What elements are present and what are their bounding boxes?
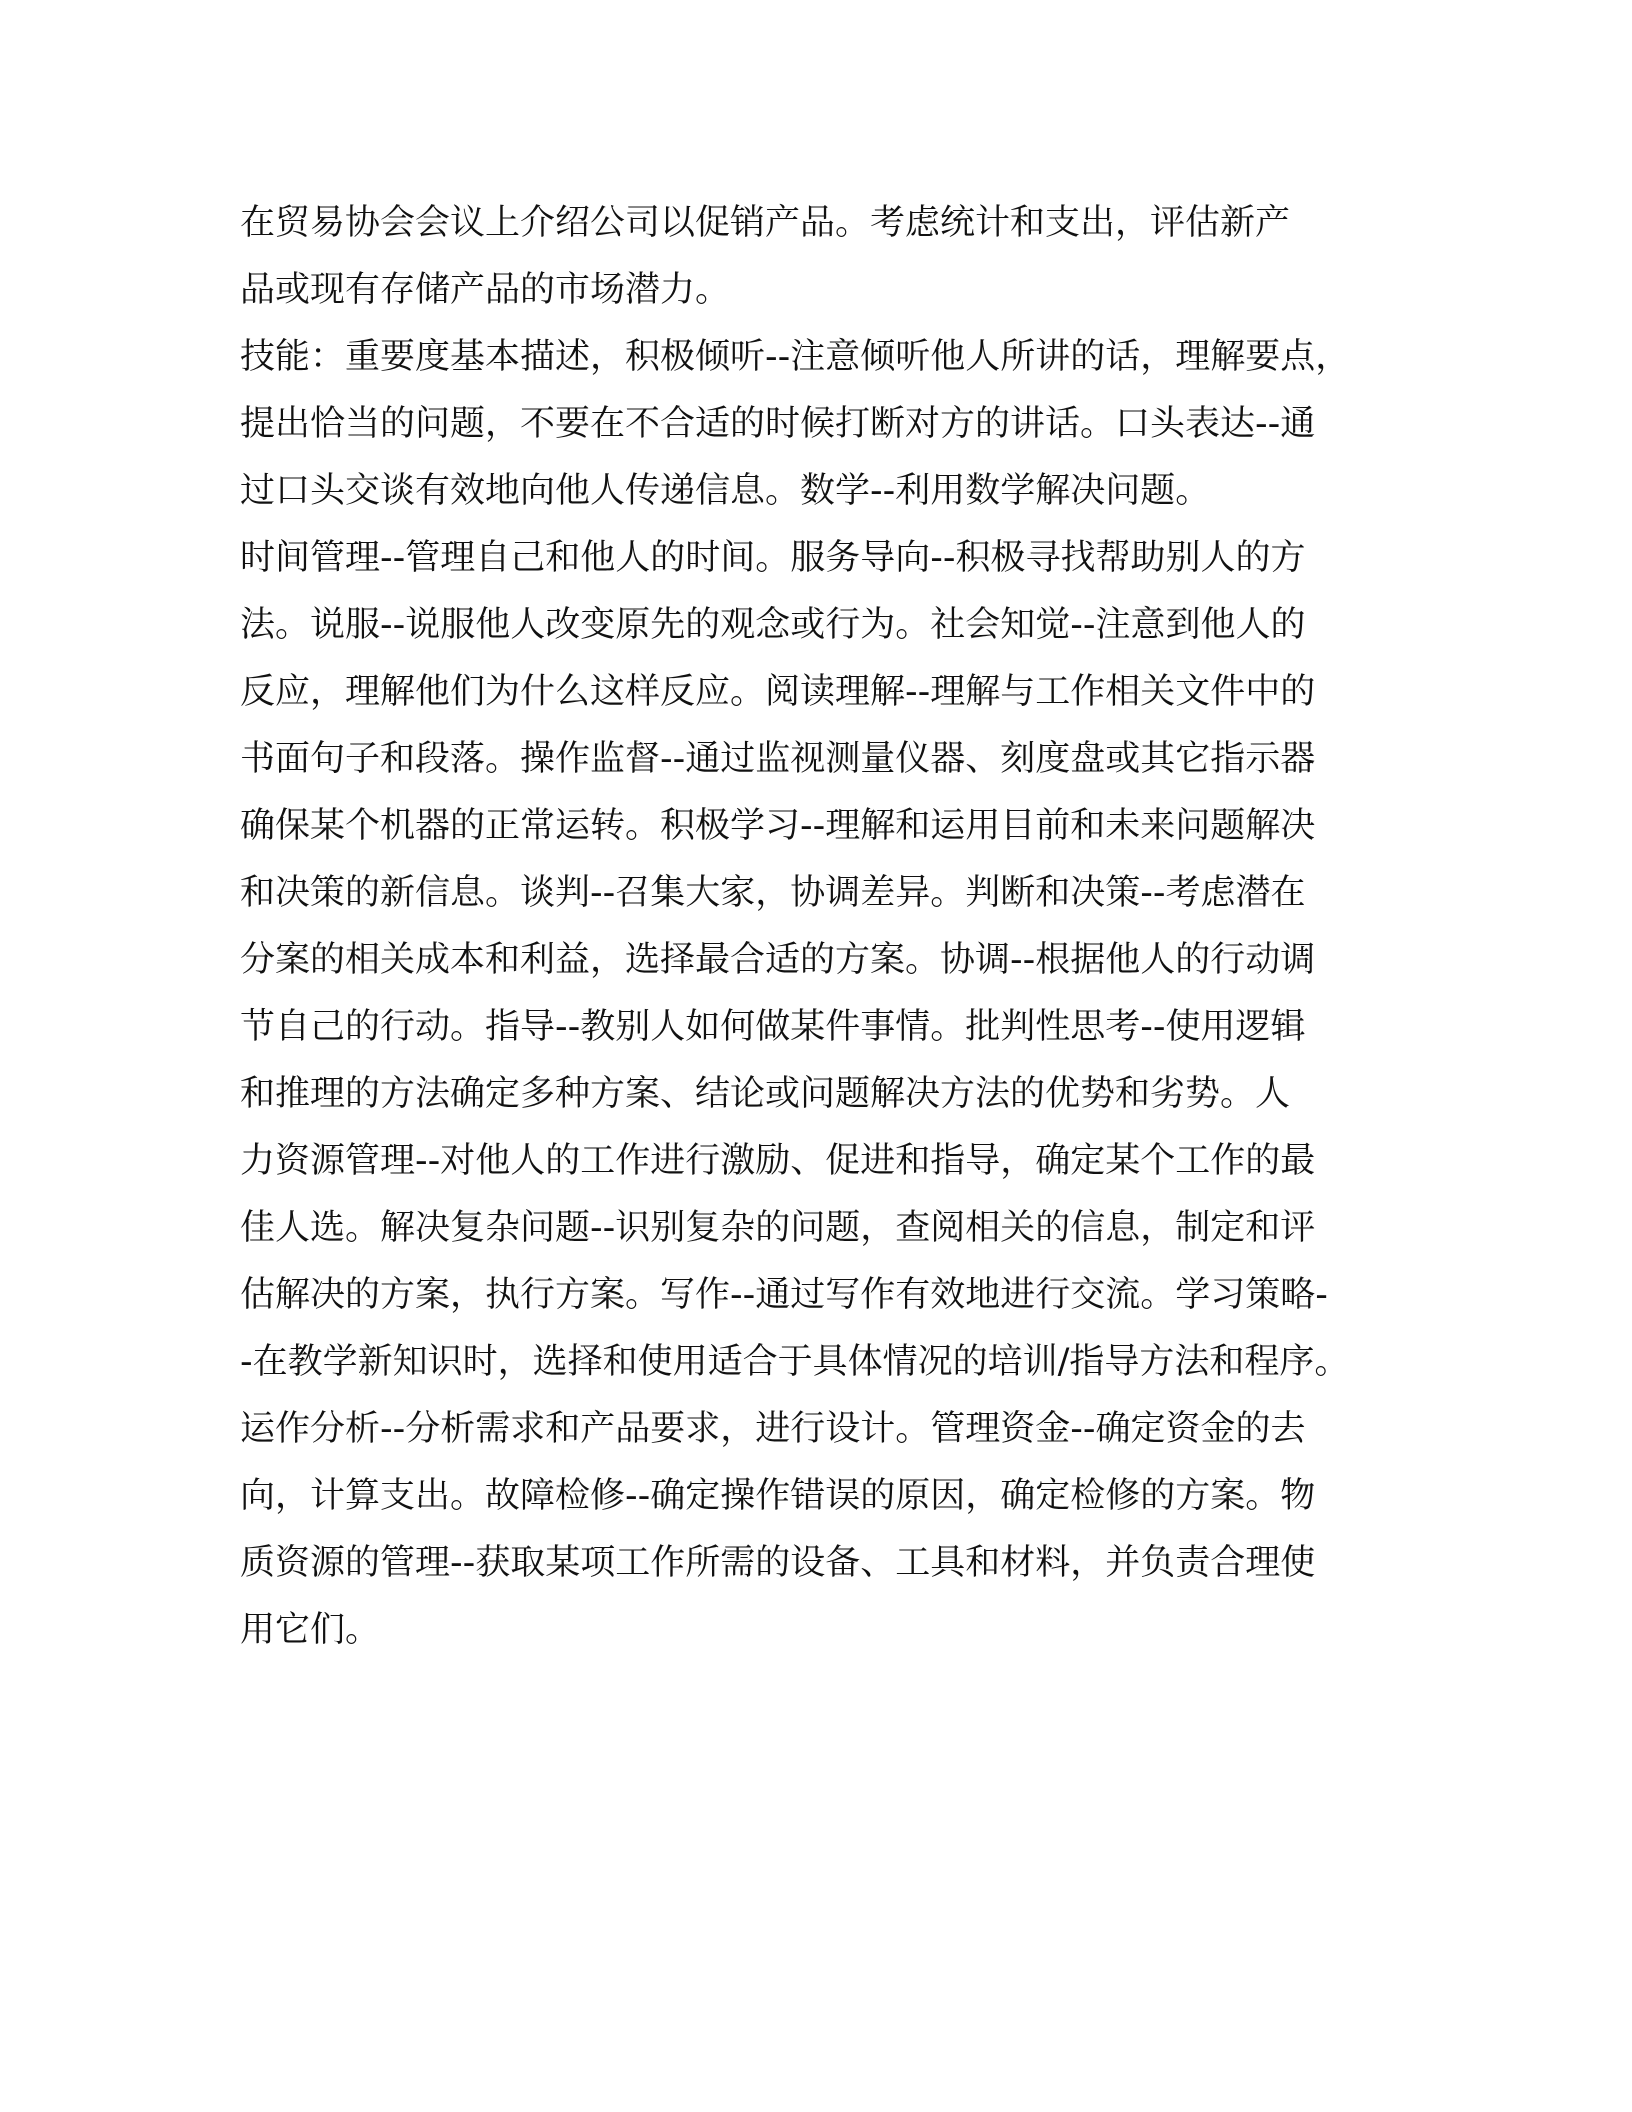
text-line: -在教学新知识时，选择和使用适合于具体情况的培训/指导方法和程序。 — [240, 1342, 1350, 1382]
text-line: 用它们。 — [240, 1610, 381, 1650]
text-line: 分案的相关成本和利益，选择最合适的方案。协调--根据他人的行动调 — [240, 940, 1316, 980]
text-line: 确保某个机器的正常运转。积极学习--理解和运用目前和未来问题解决 — [240, 806, 1316, 846]
text-line: 品或现有存储产品的市场潜力。 — [240, 270, 731, 310]
text-line: 书面句子和段落。操作监督--通过监视测量仪器、刻度盘或其它指示器 — [240, 739, 1316, 779]
text-line: 时间管理--管理自己和他人的时间。服务导向--积极寻找帮助别人的方 — [240, 538, 1306, 578]
text-line: 法。说服--说服他人改变原先的观念或行为。社会知觉--注意到他人的 — [240, 605, 1306, 645]
text-line: 在贸易协会会议上介绍公司以促销产品。考虑统计和支出，评估新产 — [240, 203, 1291, 243]
text-line: 技能：重要度基本描述，积极倾听--注意倾听他人所讲的话，理解要点， — [240, 337, 1351, 377]
text-line: 估解决的方案，执行方案。写作--通过写作有效地进行交流。学习策略- — [240, 1275, 1328, 1315]
text-line: 节自己的行动。指导--教别人如何做某件事情。批判性思考--使用逻辑 — [240, 1007, 1306, 1047]
text-line: 提出恰当的问题，不要在不合适的时候打断对方的讲话。口头表达--通 — [240, 404, 1316, 444]
body-text — [240, 190, 1420, 1664]
text-line: 反应，理解他们为什么这样反应。阅读理解--理解与工作相关文件中的 — [240, 672, 1316, 712]
text-line: 运作分析--分析需求和产品要求，进行设计。管理资金--确定资金的去 — [240, 1409, 1306, 1449]
text-line: 和决策的新信息。谈判--召集大家，协调差异。判断和决策--考虑潜在 — [240, 873, 1306, 913]
text-line: 质资源的管理--获取某项工作所需的设备、工具和材料，并负责合理使 — [240, 1543, 1316, 1583]
text-line: 力资源管理--对他人的工作进行激励、促进和指导，确定某个工作的最 — [240, 1141, 1316, 1181]
text-line: 向，计算支出。故障检修--确定操作错误的原因，确定检修的方案。物 — [240, 1476, 1316, 1516]
text-line: 佳人选。解决复杂问题--识别复杂的问题，查阅相关的信息，制定和评 — [240, 1208, 1316, 1248]
text-line: 和推理的方法确定多种方案、结论或问题解决方法的优势和劣势。人 — [240, 1074, 1291, 1114]
text-line: 过口头交谈有效地向他人传递信息。数学--利用数学解决问题。 — [240, 471, 1211, 511]
